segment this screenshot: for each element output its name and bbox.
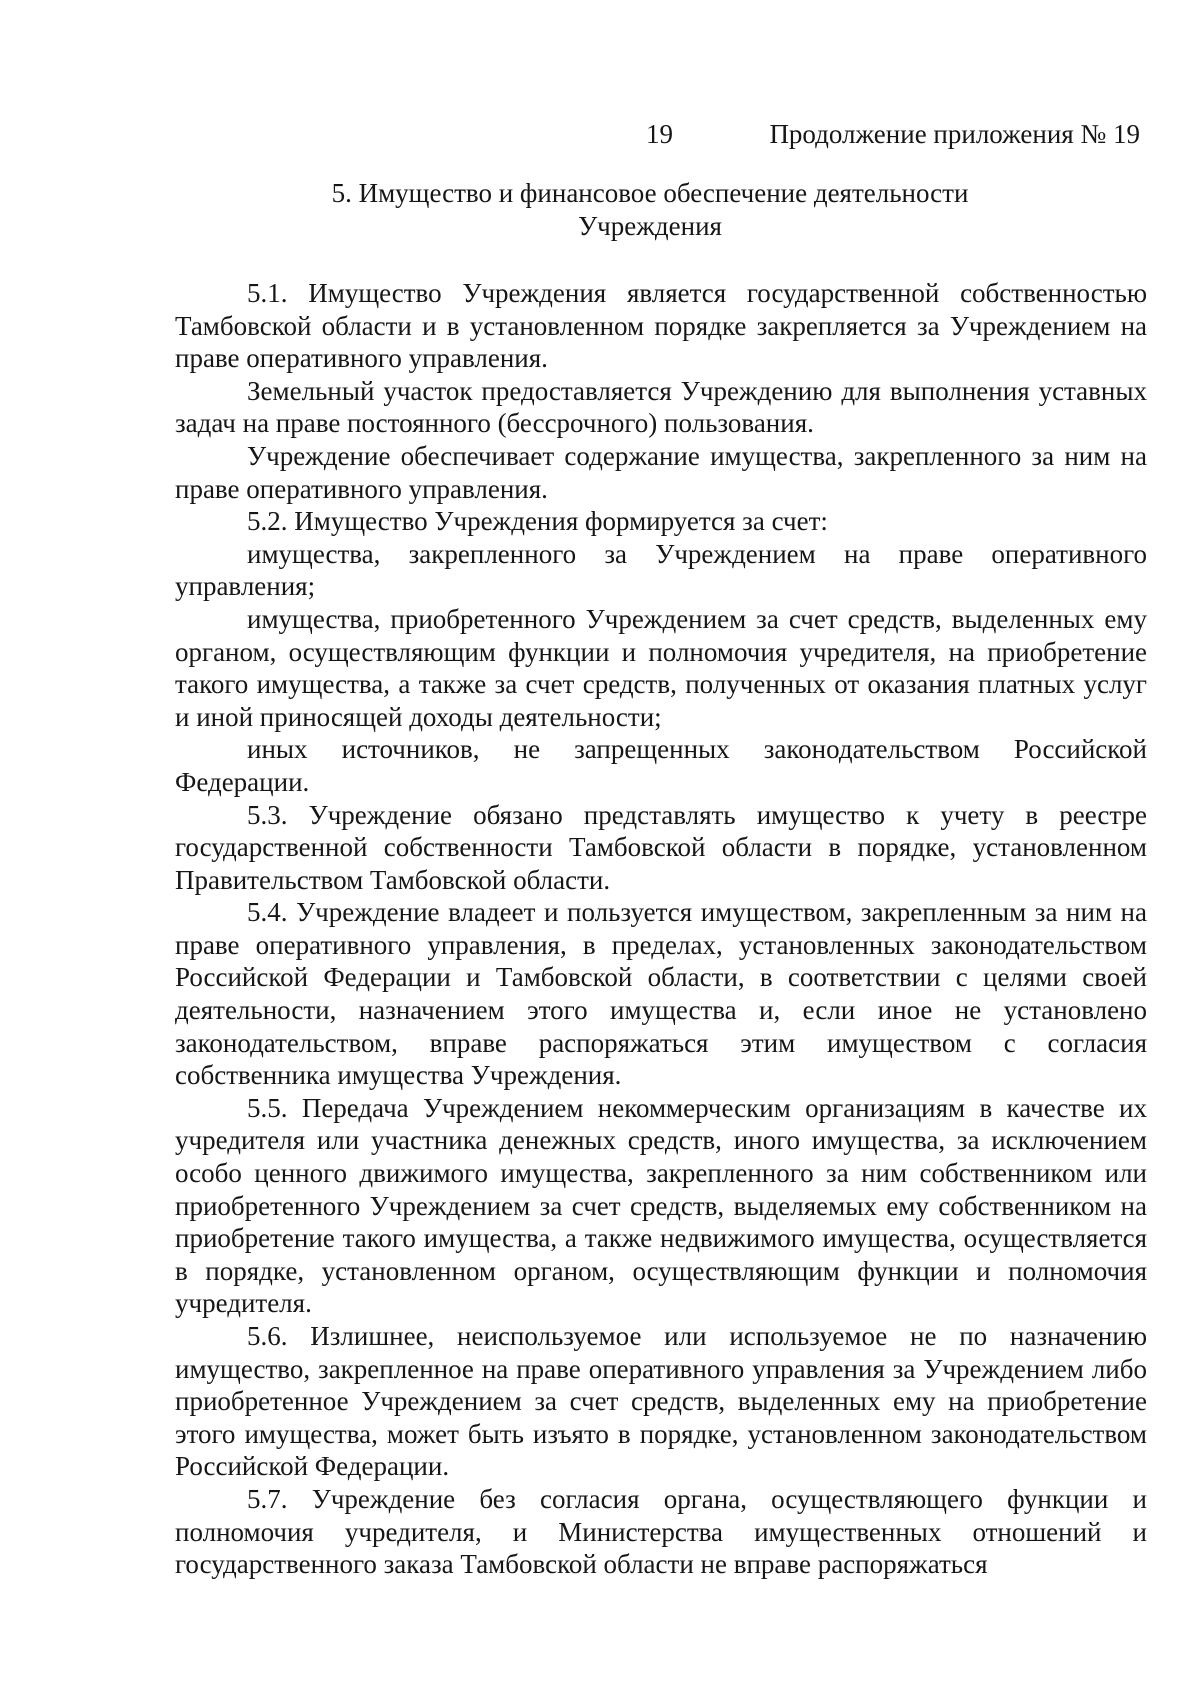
list-item-assigned-property: имущества, закрепленного за Учреждением на праве оперативного управления; [175, 538, 1147, 602]
paragraph-maintenance: Учреждение обеспечивает содержание имущества, закрепленного за ним на праве оперативного управления. [175, 440, 1147, 504]
section-body [175, 277, 1147, 1581]
page-header [0, 116, 1200, 152]
paragraph-5-2: 5.2. Имущество Учреждения формируется за счет: [247, 506, 828, 537]
paragraph-5-1: 5.1. Имущество Учреждения является государственной собственностью Тамбовской области и в установленном порядке закрепляется за Учреждением на праве оперативного управления. [175, 278, 1147, 374]
section-title-line-2: Учреждения [578, 211, 722, 241]
paragraph-5-7: 5.7. Учреждение без согласия органа, осуществляющего функции и полномочия учредителя, и Министерства имущественных отношений и государственного заказа Тамбовской области не вправе распоряжаться [175, 1483, 1147, 1580]
list-item-other-sources: иных источников, не запрещенных законодательством Российской Федерации. [175, 734, 1147, 797]
section-title-line-1: 5. Имущество и финансовое обеспечение деятельности [331, 178, 969, 208]
paragraph-5-5: 5.5. Передача Учреждением некоммерческим организациям в качестве их учредителя или участника денежных средств, иного имущества, за исключением особо ценного движимого имущества, закрепленного за ним собственником или приобретенного Учреждением за счет средств, выделяемых ему собственником на приобретение такого имущества, а также недвижимого имущества, осуществляется в порядке, установленном органом, осуществляющим функции и полномочия учредителя. [175, 1092, 1147, 1319]
paragraph-5-6: 5.6. Излишнее, неиспользуемое или используемое не по назначению имущество, закрепленное на праве оперативного управления за Учреждением либо приобретенное Учреждением за счет средств, выделенных ему на приобретение этого имущества, может быть изъято в порядке, установленном законодательством Российской Федерации. [175, 1321, 1147, 1482]
paragraph-5-4: 5.4. Учреждение владеет и пользуется имуществом, закрепленным за ним на праве оперативного управления, в пределах, установленных законодательством Российской Федерации и Тамбовской области, в соответствии с целями своей деятельности, назначением этого имущества и, если иное не установлено законодательством, вправе распоряжаться этим имуществом с согласия собственника имущества Учреждения. [175, 897, 1147, 1091]
section-title [250, 177, 1050, 243]
paragraph-5-3: 5.3. Учреждение обязано представлять имущество к учету в реестре государственной собственности Тамбовской области в порядке, установленном Правительством Тамбовской области. [175, 799, 1147, 895]
page-number: 19 [646, 119, 673, 149]
paragraph-land-plot: Земельный участок предоставляется Учреждению для выполнения уставных задач на праве постоянного (бессрочного) пользования. [175, 375, 1147, 439]
list-item-acquired-property: имущества, приобретенного Учреждением за счет средств, выделенных ему органом, осуществляющим функции и полномочия учредителя, на приобретение такого имущества, а также за счет средств, полученных от оказания платных услуг и иной приносящей доходы деятельности; [175, 603, 1147, 732]
appendix-continuation-label: Продолжение приложения № 19 [769, 119, 1140, 149]
